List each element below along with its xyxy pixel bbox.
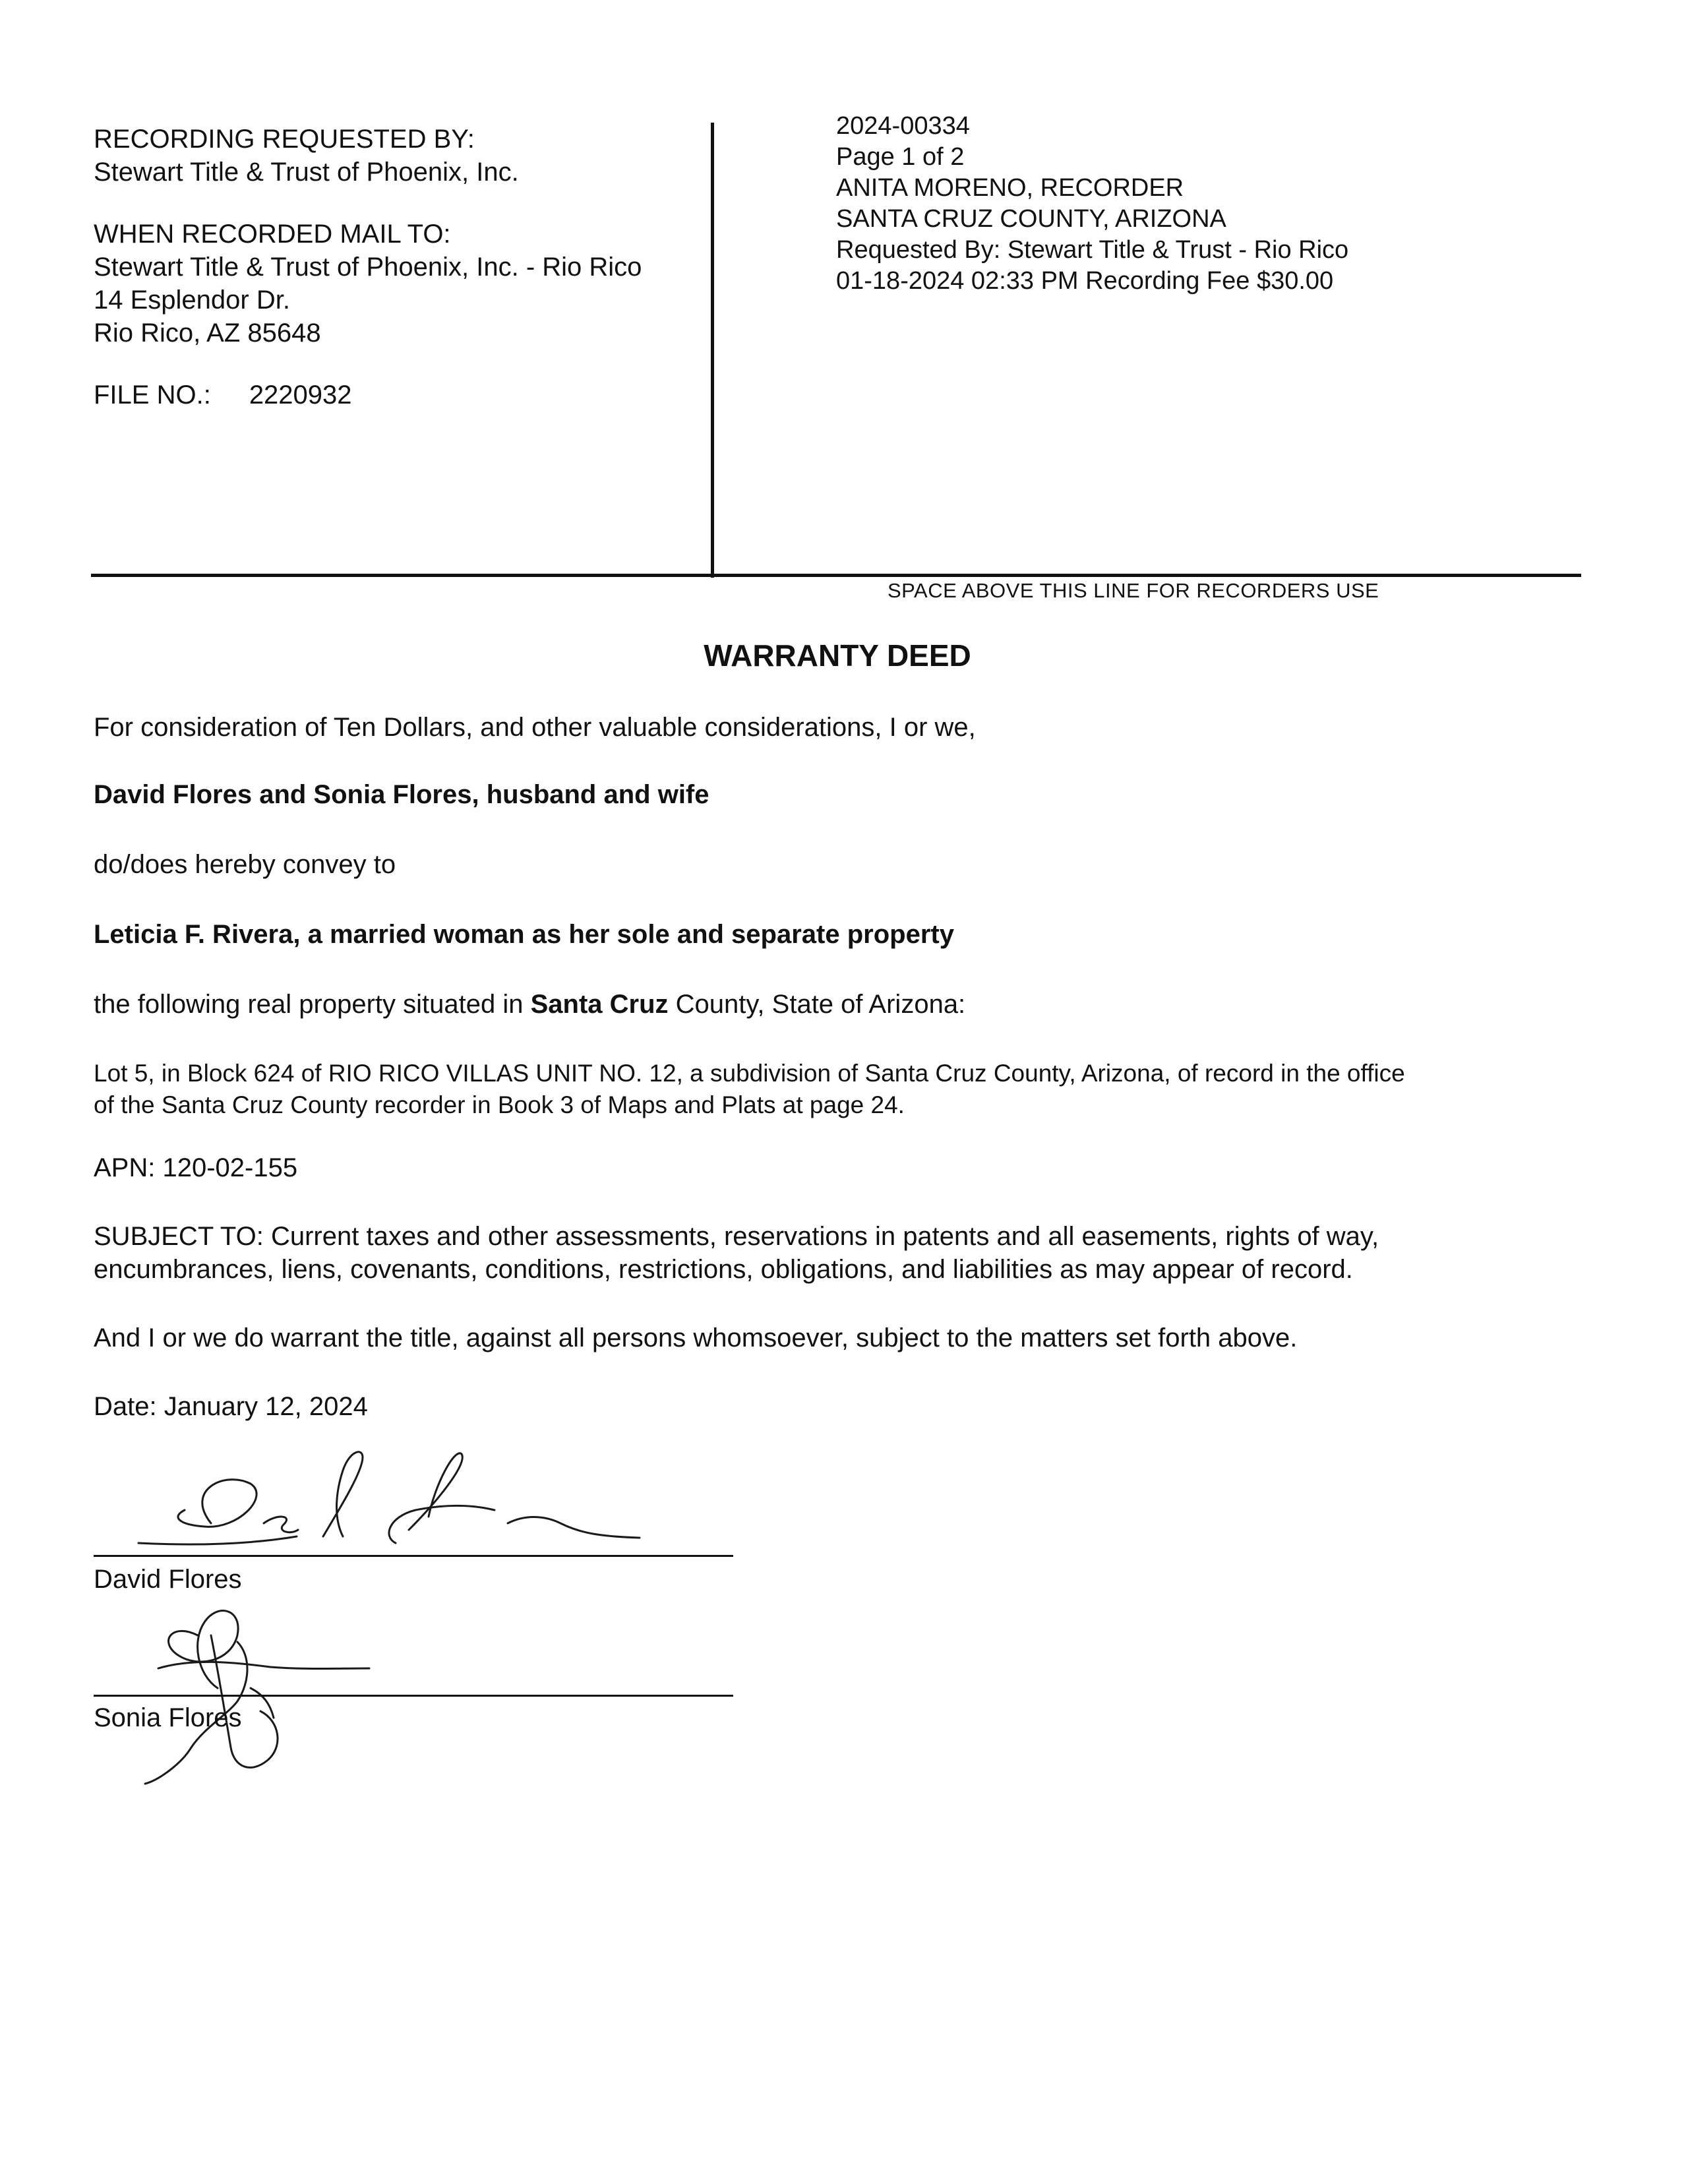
- file-number-row: [94, 379, 642, 411]
- recorder-name: ANITA MORENO, RECORDER: [836, 174, 1184, 202]
- recorded-at: 01-18-2024 02:33 PM Recording Fee $30.00: [836, 267, 1334, 295]
- subject-to-line-1: SUBJECT TO: Current taxes and other assessments, reservations in patents and all easements, rights of way,: [94, 1222, 1379, 1251]
- signature-line-1: [94, 1555, 733, 1557]
- file-no: 2220932: [249, 380, 352, 410]
- file-no-label: FILE NO.:: [94, 380, 211, 410]
- document-title: WARRANTY DEED: [704, 638, 971, 673]
- warranty-text: And I or we do warrant the title, against all persons whomsoever, subject to the matters set forth above.: [94, 1323, 1298, 1352]
- county-name: SANTA CRUZ COUNTY, ARIZONA: [836, 205, 1226, 233]
- mail-to-label: WHEN RECORDED MAIL TO:: [94, 220, 451, 249]
- legal-description-line-2: of the Santa Cruz County recorder in Book 3 of Maps and Plats at page 24.: [94, 1091, 905, 1118]
- recorder-space-rule: [91, 574, 1581, 577]
- signature-line-2: [94, 1695, 733, 1697]
- header-divider: [711, 123, 714, 578]
- grantee: Leticia F. Rivera, a married woman as her sole and separate property: [94, 920, 954, 949]
- apn: APN: 120-02-155: [94, 1153, 298, 1182]
- convey-text: do/does hereby convey to: [94, 850, 396, 879]
- instrument-number: 2024-00334: [836, 112, 970, 140]
- legal-description-line-1: Lot 5, in Block 624 of RIO RICO VILLAS UNIT NO. 12, a subdivision of Santa Cruz County, Arizona, of record in the office: [94, 1060, 1405, 1087]
- signature-david-flores: [125, 1444, 666, 1563]
- recording-info-block: [94, 123, 642, 411]
- subject-to-line-2: encumbrances, liens, covenants, conditions, restrictions, obligations, and liabilities as may appear of record.: [94, 1255, 1353, 1284]
- recorder-stamp-block: [836, 111, 1348, 297]
- property-intro-before: the following real property situated in: [94, 990, 531, 1019]
- grantors: David Flores and Sonia Flores, husband and wife: [94, 780, 709, 809]
- mail-to-name: Stewart Title & Trust of Phoenix, Inc. - Rio Rico: [94, 253, 642, 282]
- property-intro: [94, 988, 965, 1021]
- page-info: Page 1 of 2: [836, 143, 965, 171]
- signer-sonia-flores: Sonia Flores: [94, 1703, 242, 1732]
- consideration-text: For consideration of Ten Dollars, and other valuable considerations, I or we,: [94, 713, 976, 742]
- property-county: Santa Cruz: [530, 990, 669, 1019]
- subject-to: [94, 1220, 1379, 1286]
- mail-to-city: Rio Rico, AZ 85648: [94, 318, 321, 348]
- requested-by: Requested By: Stewart Title & Trust - Rio Rico: [836, 236, 1349, 264]
- recording-requested-by-label: RECORDING REQUESTED BY:: [94, 125, 475, 154]
- deed-date: Date: January 12, 2024: [94, 1392, 368, 1421]
- recorder-space-note: SPACE ABOVE THIS LINE FOR RECORDERS USE: [888, 579, 1379, 602]
- recording-requested-by: Stewart Title & Trust of Phoenix, Inc.: [94, 158, 519, 187]
- property-intro-after: County, State of Arizona:: [668, 990, 966, 1019]
- signer-david-flores: David Flores: [94, 1565, 242, 1594]
- mail-to-street: 14 Esplendor Dr.: [94, 286, 290, 315]
- legal-description: [94, 1058, 1405, 1121]
